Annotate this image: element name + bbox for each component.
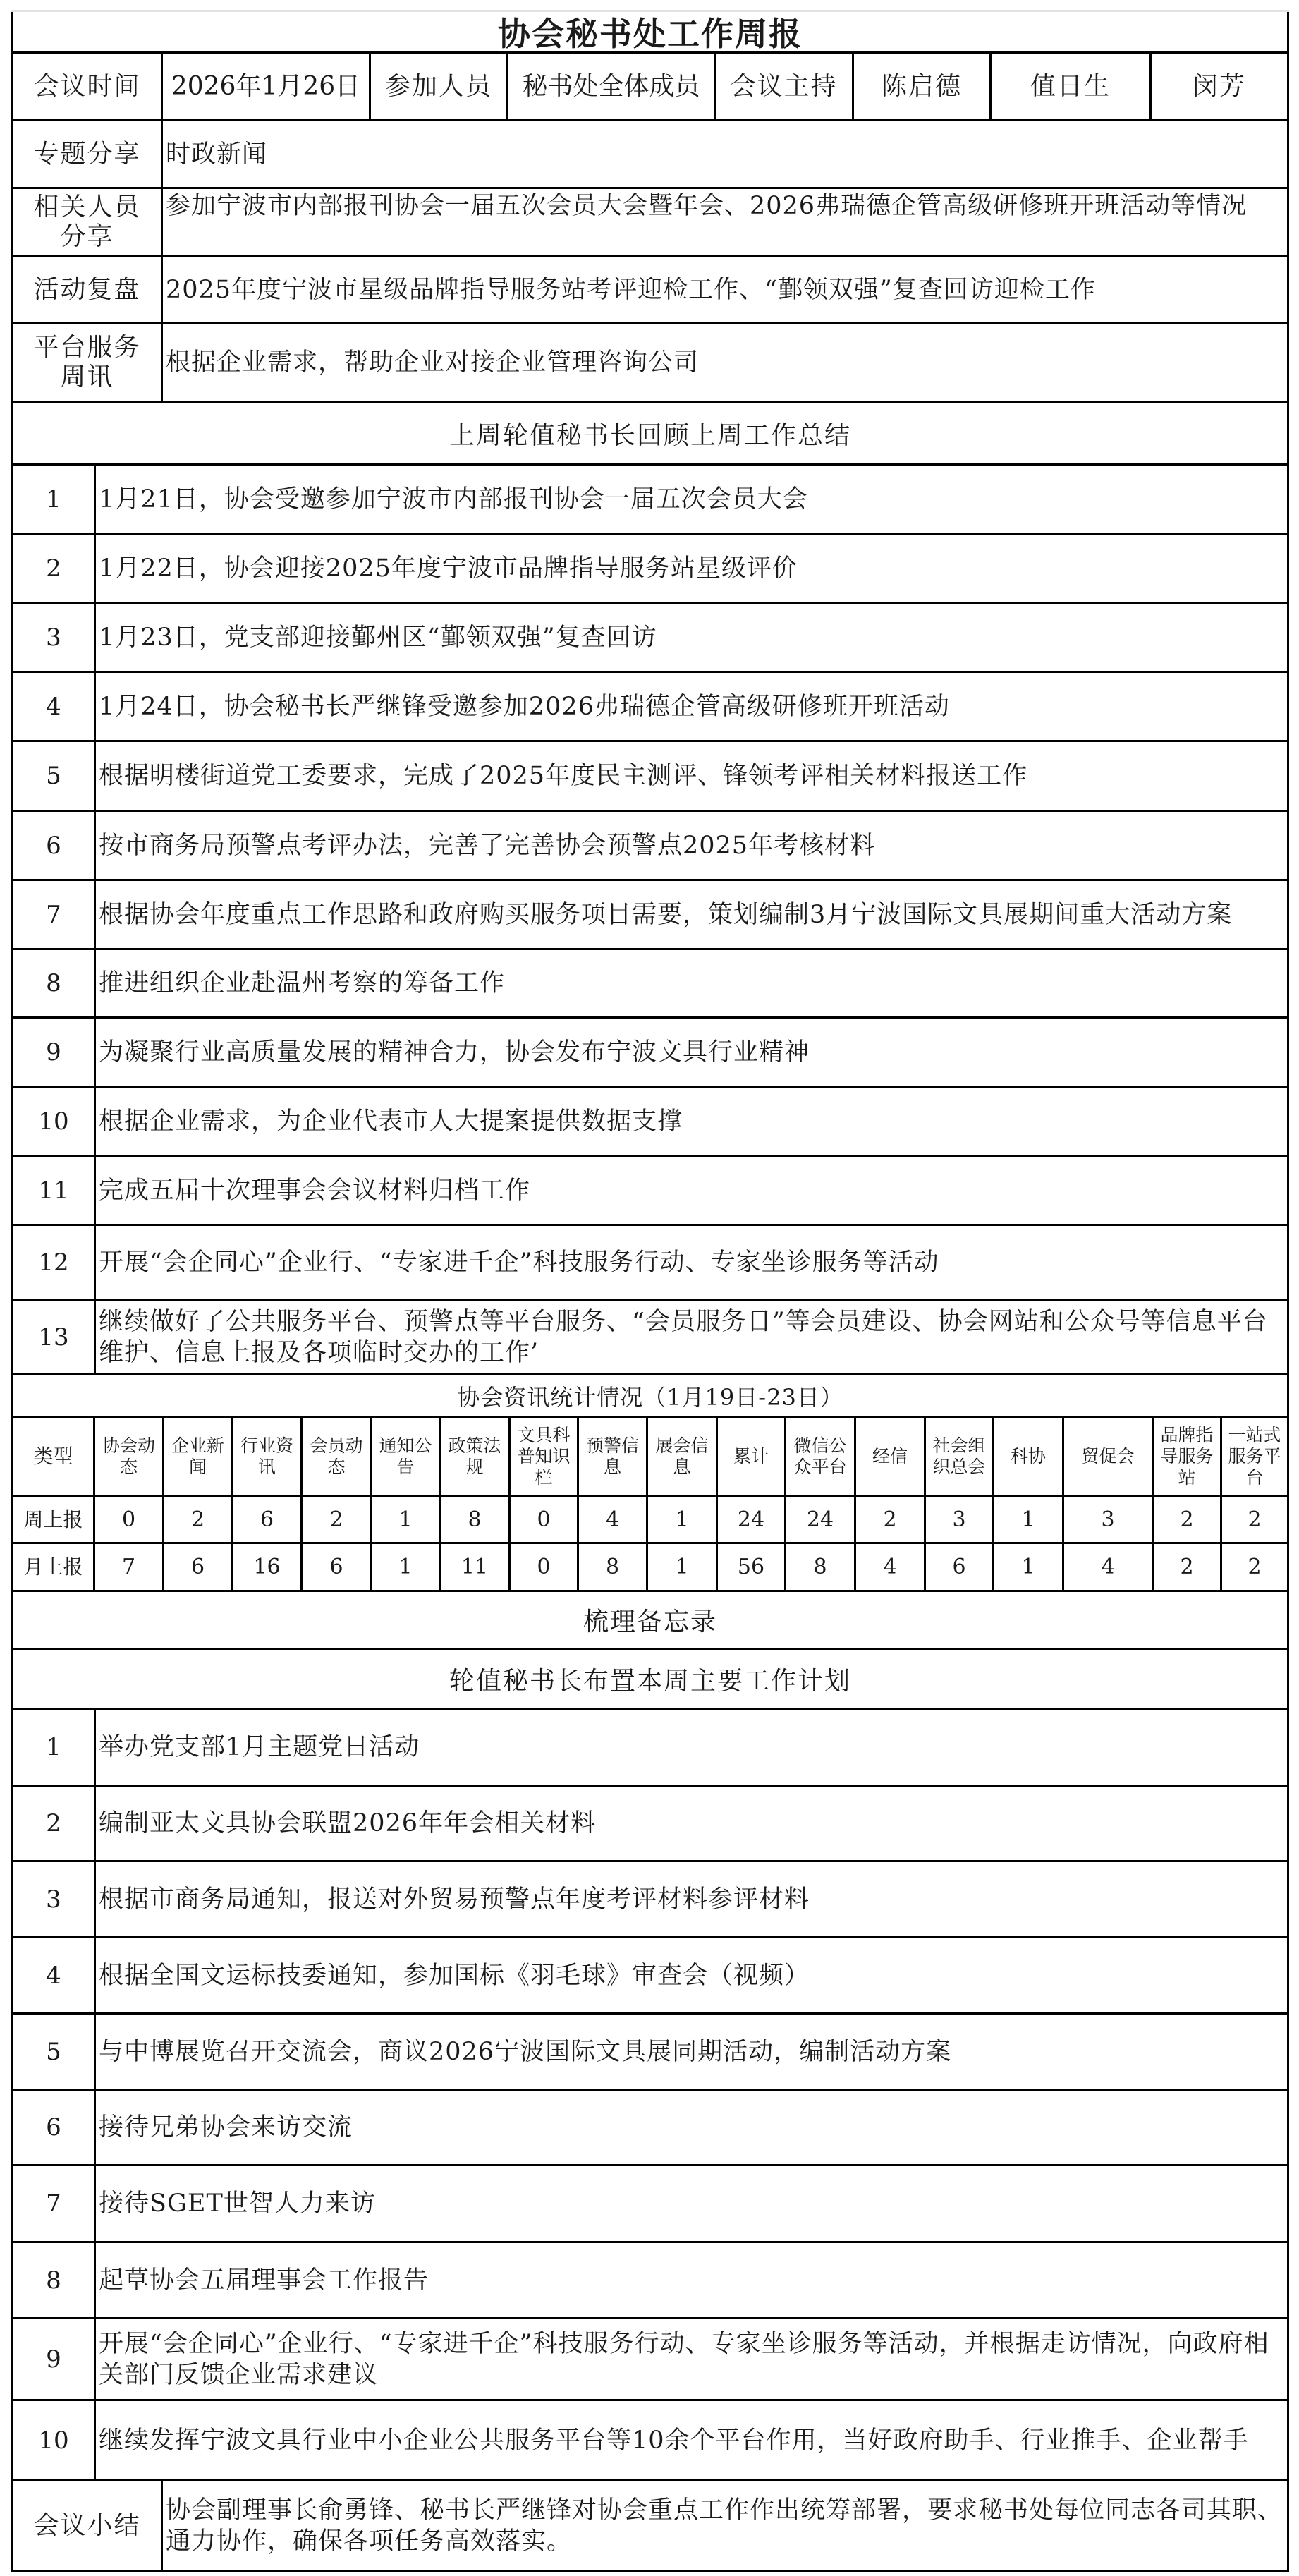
stats-value-cell bbox=[1152, 1497, 1220, 1542]
item-number-cell bbox=[13, 2401, 94, 2479]
last-week-item bbox=[11, 1301, 1289, 1375]
stats-column-header-cell bbox=[300, 1418, 370, 1495]
stats-column-header-cell bbox=[231, 1418, 300, 1495]
item-number-cell bbox=[13, 1301, 94, 1373]
info-label: 相关人员分享 bbox=[33, 192, 141, 251]
item-text-cell bbox=[94, 1862, 1287, 1936]
last-week-item bbox=[11, 466, 1289, 535]
this-week-heading-cell bbox=[13, 1650, 1287, 1708]
item-text: 开展“会企同心”企业行、“专家进千企”科技服务行动、专家坐诊服务等活动 bbox=[99, 1248, 939, 1277]
stats-value: 2 bbox=[1180, 1507, 1194, 1532]
item-number-cell bbox=[13, 950, 94, 1016]
stats-value: 1 bbox=[675, 1555, 689, 1579]
item-number-cell bbox=[13, 1862, 94, 1936]
info-label-cell bbox=[13, 257, 161, 322]
item-text: 为凝聚行业高质量发展的精神合力，协会发布宁波文具行业精神 bbox=[99, 1038, 810, 1067]
meeting-time-value: 2026年1月26日 bbox=[171, 71, 361, 101]
item-number-cell bbox=[13, 2015, 94, 2089]
stats-column-header: 品牌指导服务站 bbox=[1160, 1425, 1214, 1488]
item-text-cell bbox=[94, 2015, 1287, 2089]
attendees-value-cell bbox=[506, 54, 714, 119]
stats-value-cell bbox=[992, 1544, 1062, 1590]
stats-value: 1 bbox=[1021, 1555, 1035, 1579]
stats-value: 16 bbox=[253, 1555, 281, 1579]
item-text: 根据协会年度重点工作思路和政府购买服务项目需要，策划编制3月宁波国际文具展期间重大活动方案 bbox=[99, 900, 1233, 929]
item-text-cell bbox=[94, 604, 1287, 671]
stats-value: 0 bbox=[537, 1507, 551, 1532]
stats-value-cell bbox=[93, 1544, 162, 1590]
stats-value: 11 bbox=[461, 1555, 489, 1579]
item-number: 6 bbox=[46, 831, 61, 860]
info-label-cell bbox=[13, 324, 161, 401]
last-week-heading: 上周轮值秘书长回顾上周工作总结 bbox=[449, 420, 851, 450]
stats-value-cell bbox=[924, 1497, 992, 1542]
stats-value-cell bbox=[646, 1544, 716, 1590]
this-week-item bbox=[11, 2401, 1289, 2481]
item-text: 接待兄弟协会来访交流 bbox=[99, 2113, 353, 2141]
stats-column-header-cell bbox=[577, 1418, 646, 1495]
this-week-item bbox=[11, 1862, 1289, 1938]
item-text-cell bbox=[94, 812, 1287, 879]
summary-label-cell bbox=[13, 2481, 161, 2570]
stats-value-cell bbox=[370, 1544, 439, 1590]
stats-value: 6 bbox=[260, 1507, 274, 1532]
item-text: 起草协会五届理事会工作报告 bbox=[99, 2266, 429, 2295]
stats-value-cell bbox=[716, 1497, 784, 1542]
last-week-item bbox=[11, 812, 1289, 881]
stats-column-header: 文具科普知识栏 bbox=[517, 1425, 571, 1488]
item-text: 根据企业需求，为企业代表市人大提案提供数据支撑 bbox=[99, 1107, 683, 1136]
item-number-cell bbox=[13, 1787, 94, 1860]
item-text: 编制亚太文具协会联盟2026年年会相关材料 bbox=[99, 1809, 597, 1837]
host-value-cell bbox=[852, 54, 989, 119]
stats-type-label-cell bbox=[13, 1418, 93, 1495]
item-text: 根据全国文运标技委通知，参加国标《羽毛球》审查会（视频） bbox=[99, 1961, 810, 1990]
stats-value: 0 bbox=[121, 1507, 136, 1532]
item-text-cell bbox=[94, 881, 1287, 948]
item-number-cell bbox=[13, 673, 94, 740]
last-week-item bbox=[11, 950, 1289, 1019]
stats-row-label: 周上报 bbox=[23, 1507, 83, 1531]
stats-value-cell bbox=[439, 1497, 508, 1542]
host-label-cell bbox=[714, 54, 852, 119]
item-number-cell bbox=[13, 1019, 94, 1086]
item-text-cell bbox=[94, 2319, 1287, 2399]
last-week-item bbox=[11, 881, 1289, 950]
info-row-platform bbox=[11, 324, 1289, 403]
stats-column-header: 行业资讯 bbox=[240, 1435, 293, 1477]
stats-value-cell bbox=[93, 1497, 162, 1542]
stats-column-header-cell bbox=[924, 1418, 992, 1495]
host-label: 会议主持 bbox=[730, 71, 838, 101]
item-text-cell bbox=[94, 466, 1287, 533]
stats-value-cell bbox=[784, 1497, 854, 1542]
item-text: 推进组织企业赴温州考察的筹备工作 bbox=[99, 969, 506, 997]
item-number-cell bbox=[13, 2091, 94, 2164]
stats-value: 4 bbox=[1101, 1555, 1115, 1579]
this-week-heading-row bbox=[11, 1650, 1289, 1710]
item-number: 9 bbox=[46, 2345, 61, 2374]
stats-value: 3 bbox=[952, 1507, 966, 1532]
stats-row-label: 月上报 bbox=[23, 1555, 83, 1579]
duty-value: 闵芳 bbox=[1192, 71, 1246, 101]
stats-column-header-cell bbox=[992, 1418, 1062, 1495]
item-text: 按市商务局预警点考评办法，完善了完善协会预警点2025年考核材料 bbox=[99, 831, 876, 860]
stats-type-label: 类型 bbox=[33, 1445, 73, 1468]
item-text-cell bbox=[94, 1226, 1287, 1299]
item-number: 4 bbox=[46, 1961, 61, 1990]
stats-heading-cell bbox=[13, 1375, 1287, 1416]
info-value-cell bbox=[161, 189, 1287, 255]
this-week-heading: 轮值秘书长布置本周主要工作计划 bbox=[449, 1666, 851, 1696]
title-cell bbox=[13, 12, 1287, 51]
item-number-cell bbox=[13, 2166, 94, 2241]
stats-column-header-cell bbox=[784, 1418, 854, 1495]
item-number-cell bbox=[13, 604, 94, 671]
meeting-time-label-cell bbox=[13, 54, 161, 119]
item-number-cell bbox=[13, 1226, 94, 1299]
item-text: 继续发挥宁波文具行业中小企业公共服务平台等10余个平台作用，当好政府助手、行业推手、企业帮手 bbox=[99, 2426, 1249, 2455]
stats-column-header: 经信 bbox=[872, 1446, 908, 1466]
stats-value: 2 bbox=[329, 1507, 343, 1532]
stats-value-cell bbox=[1062, 1544, 1152, 1590]
item-number: 5 bbox=[46, 2037, 61, 2066]
stats-value-cell bbox=[162, 1497, 231, 1542]
last-week-heading-cell bbox=[13, 403, 1287, 463]
item-number: 7 bbox=[46, 2189, 61, 2218]
last-week-item bbox=[11, 742, 1289, 812]
meeting-info-row bbox=[11, 51, 1289, 121]
last-week-item bbox=[11, 1226, 1289, 1301]
stats-value: 0 bbox=[537, 1555, 551, 1579]
info-value: 根据企业需求，帮助企业对接企业管理咨询公司 bbox=[166, 348, 700, 377]
stats-column-header-cell bbox=[854, 1418, 924, 1495]
item-number-cell bbox=[13, 466, 94, 533]
item-text-cell bbox=[94, 1787, 1287, 1860]
memo-heading: 梳理备忘录 bbox=[583, 1608, 717, 1636]
stats-value-cell bbox=[854, 1544, 924, 1590]
stats-value-cell bbox=[577, 1497, 646, 1542]
stats-row-monthly bbox=[11, 1544, 1289, 1592]
summary-row bbox=[11, 2481, 1289, 2572]
item-number-cell bbox=[13, 742, 94, 810]
stats-value: 8 bbox=[605, 1555, 620, 1579]
stats-value-cell bbox=[508, 1544, 577, 1590]
stats-column-header: 预警信息 bbox=[585, 1435, 639, 1477]
item-number: 7 bbox=[46, 900, 61, 929]
item-text-cell bbox=[94, 1157, 1287, 1224]
stats-value: 2 bbox=[1248, 1555, 1262, 1579]
stats-value: 1 bbox=[1021, 1507, 1035, 1532]
stats-value: 4 bbox=[883, 1555, 897, 1579]
item-number: 12 bbox=[38, 1248, 69, 1277]
stats-value-cell bbox=[1220, 1497, 1287, 1542]
stats-column-header-cell bbox=[1152, 1418, 1220, 1495]
stats-column-header: 企业新闻 bbox=[171, 1435, 224, 1477]
stats-value-cell bbox=[231, 1497, 300, 1542]
stats-value: 1 bbox=[675, 1507, 689, 1532]
info-row-sharing bbox=[11, 189, 1289, 257]
item-number: 1 bbox=[46, 485, 61, 514]
stats-column-header: 一站式服务平台 bbox=[1228, 1425, 1281, 1488]
info-label: 活动复盘 bbox=[33, 274, 141, 304]
info-row-review bbox=[11, 257, 1289, 324]
item-number: 10 bbox=[38, 2426, 69, 2455]
stats-value-cell bbox=[1062, 1497, 1152, 1542]
stats-row-label-cell bbox=[13, 1544, 93, 1590]
stats-heading-row bbox=[11, 1375, 1289, 1418]
item-text: 完成五届十次理事会会议材料归档工作 bbox=[99, 1176, 531, 1205]
attendees-label-cell bbox=[369, 54, 506, 119]
item-number-cell bbox=[13, 1088, 94, 1155]
item-number: 6 bbox=[46, 2113, 61, 2141]
stats-value-cell bbox=[992, 1497, 1062, 1542]
stats-value-cell bbox=[1220, 1544, 1287, 1590]
stats-value: 2 bbox=[883, 1507, 897, 1532]
item-text: 与中博展览召开交流会，商议2026宁波国际文具展同期活动，编制活动方案 bbox=[99, 2037, 952, 2066]
stats-value-cell bbox=[231, 1544, 300, 1590]
stats-value-cell bbox=[784, 1544, 854, 1590]
item-number: 8 bbox=[46, 969, 61, 997]
last-week-item bbox=[11, 535, 1289, 604]
stats-value-cell bbox=[646, 1497, 716, 1542]
info-label: 平台服务周讯 bbox=[33, 333, 141, 391]
stats-value: 8 bbox=[468, 1507, 482, 1532]
item-text: 继续做好了公共服务平台、预警点等平台服务、“会员服务日”等会员建设、协会网站和公众号等信息平台维护、信息上报及各项临时交办的工作’ bbox=[99, 1307, 1268, 1367]
summary-text: 协会副理事长俞勇锋、秘书长严继锋对协会重点工作作出统筹部署，要求秘书处每位同志各司其职、通力协作，确保各项任务高效落实。 bbox=[166, 2496, 1283, 2556]
stats-row-weekly bbox=[11, 1497, 1289, 1544]
stats-column-header-cell bbox=[646, 1418, 716, 1495]
stats-column-header-cell bbox=[370, 1418, 439, 1495]
info-label: 专题分享 bbox=[33, 139, 141, 169]
item-number: 9 bbox=[46, 1038, 61, 1067]
last-week-item bbox=[11, 1019, 1289, 1088]
item-text: 1月21日，协会受邀参加宁波市内部报刊协会一届五次会员大会 bbox=[99, 485, 808, 514]
info-value-cell bbox=[161, 257, 1287, 322]
item-text-cell bbox=[94, 673, 1287, 740]
item-number-cell bbox=[13, 1710, 94, 1785]
item-text-cell bbox=[94, 1710, 1287, 1785]
item-text: 1月24日，协会秘书长严继锋受邀参加2026弗瑞德企管高级研修班开班活动 bbox=[99, 692, 950, 721]
stats-value: 6 bbox=[190, 1555, 205, 1579]
stats-value: 4 bbox=[605, 1507, 620, 1532]
stats-value-cell bbox=[1152, 1544, 1220, 1590]
stats-value-cell bbox=[370, 1497, 439, 1542]
stats-value-cell bbox=[439, 1544, 508, 1590]
stats-column-header-cell bbox=[508, 1418, 577, 1495]
item-number: 3 bbox=[46, 623, 61, 652]
item-number-cell bbox=[13, 535, 94, 602]
stats-value-cell bbox=[300, 1497, 370, 1542]
stats-column-header-cell bbox=[1220, 1418, 1287, 1495]
item-text-cell bbox=[94, 1019, 1287, 1086]
info-value: 参加宁波市内部报刊协会一届五次会员大会暨年会、2026弗瑞德企管高级研修班开班活动等情况 bbox=[166, 192, 1248, 220]
attendees-value: 秘书处全体成员 bbox=[522, 71, 700, 101]
item-number: 5 bbox=[46, 762, 61, 790]
last-week-item bbox=[11, 1088, 1289, 1157]
stats-column-header: 微信公众平台 bbox=[793, 1435, 847, 1477]
stats-column-header: 科协 bbox=[1010, 1446, 1046, 1466]
item-number: 2 bbox=[46, 554, 61, 583]
duty-value-cell bbox=[1149, 54, 1287, 119]
duty-label-cell bbox=[989, 54, 1149, 119]
title-row bbox=[11, 12, 1289, 54]
page-title: 协会秘书处工作周报 bbox=[498, 15, 803, 51]
stats-column-header: 政策法规 bbox=[448, 1435, 501, 1477]
stats-value-cell bbox=[854, 1497, 924, 1542]
item-number: 10 bbox=[38, 1107, 69, 1136]
stats-column-header: 贸促会 bbox=[1081, 1446, 1135, 1466]
stats-heading: 协会资讯统计情况（1月19日-23日） bbox=[457, 1383, 843, 1411]
item-text-cell bbox=[94, 950, 1287, 1016]
attendees-label: 参加人员 bbox=[384, 71, 492, 101]
item-text: 1月22日，协会迎接2025年度宁波市品牌指导服务站星级评价 bbox=[99, 554, 798, 583]
info-row-topic bbox=[11, 121, 1289, 189]
info-value: 2025年度宁波市星级品牌指导服务站考评迎检工作、“鄞领双强”复查回访迎检工作 bbox=[166, 275, 1096, 304]
last-week-heading-row bbox=[11, 403, 1289, 466]
stats-value: 2 bbox=[190, 1507, 205, 1532]
stats-value: 56 bbox=[737, 1555, 765, 1579]
item-text-cell bbox=[94, 2091, 1287, 2164]
item-text: 1月23日，党支部迎接鄞州区“鄞领双强”复查回访 bbox=[99, 623, 657, 652]
item-text: 开展“会企同心”企业行、“专家进千企”科技服务行动、专家坐诊服务等活动，并根据走访情况，向政府相关部门反馈企业需求建议 bbox=[99, 2329, 1269, 2389]
duty-label: 值日生 bbox=[1030, 71, 1111, 101]
stats-value: 24 bbox=[806, 1507, 834, 1532]
this-week-item bbox=[11, 1710, 1289, 1787]
item-text-cell bbox=[94, 2401, 1287, 2479]
item-text-cell bbox=[94, 1301, 1287, 1373]
item-number-cell bbox=[13, 812, 94, 879]
meeting-time-value-cell bbox=[161, 54, 369, 119]
item-text-cell bbox=[94, 535, 1287, 602]
stats-column-header: 社会组织总会 bbox=[932, 1435, 986, 1477]
stats-value: 3 bbox=[1101, 1507, 1115, 1532]
item-number: 4 bbox=[46, 692, 61, 721]
stats-column-header: 协会动态 bbox=[102, 1435, 155, 1477]
item-text-cell bbox=[94, 742, 1287, 810]
item-text: 举办党支部1月主题党日活动 bbox=[99, 1733, 420, 1761]
item-number: 1 bbox=[46, 1733, 61, 1761]
stats-value-cell bbox=[577, 1544, 646, 1590]
stats-header-row bbox=[11, 1418, 1289, 1497]
stats-value-cell bbox=[508, 1497, 577, 1542]
this-week-item bbox=[11, 2319, 1289, 2401]
item-number-cell bbox=[13, 1938, 94, 2012]
stats-value: 6 bbox=[952, 1555, 966, 1579]
this-week-item bbox=[11, 2243, 1289, 2319]
stats-value-cell bbox=[300, 1544, 370, 1590]
item-number-cell bbox=[13, 2319, 94, 2399]
memo-heading-row bbox=[11, 1592, 1289, 1650]
item-number-cell bbox=[13, 881, 94, 948]
stats-value: 2 bbox=[1248, 1507, 1262, 1532]
stats-column-header-cell bbox=[716, 1418, 784, 1495]
info-value-cell bbox=[161, 324, 1287, 401]
info-value-cell bbox=[161, 121, 1287, 187]
stats-row-label-cell bbox=[13, 1497, 93, 1542]
item-text-cell bbox=[94, 2243, 1287, 2317]
this-week-item bbox=[11, 2015, 1289, 2091]
item-text: 接待SGET世智人力来访 bbox=[99, 2189, 376, 2218]
item-number: 8 bbox=[46, 2266, 61, 2295]
host-value: 陈启德 bbox=[881, 71, 962, 101]
this-week-item bbox=[11, 2091, 1289, 2166]
stats-value: 24 bbox=[737, 1507, 765, 1532]
memo-heading-cell bbox=[13, 1592, 1287, 1648]
item-text-cell bbox=[94, 2166, 1287, 2241]
stats-value: 1 bbox=[398, 1507, 413, 1532]
stats-value: 7 bbox=[121, 1555, 136, 1579]
stats-column-header-cell bbox=[93, 1418, 162, 1495]
item-text-cell bbox=[94, 1938, 1287, 2012]
info-label-cell bbox=[13, 189, 161, 255]
meeting-time-label: 会议时间 bbox=[33, 71, 141, 101]
stats-value: 2 bbox=[1180, 1555, 1194, 1579]
info-value: 时政新闻 bbox=[166, 140, 268, 169]
item-text: 根据市商务局通知，报送对外贸易预警点年度考评材料参评材料 bbox=[99, 1885, 810, 1914]
item-number: 3 bbox=[46, 1885, 61, 1914]
this-week-item bbox=[11, 2166, 1289, 2243]
stats-value: 1 bbox=[398, 1555, 413, 1579]
this-week-item bbox=[11, 1787, 1289, 1862]
stats-column-header: 会员动态 bbox=[310, 1435, 363, 1477]
summary-label: 会议小结 bbox=[33, 2510, 141, 2540]
stats-column-header-cell bbox=[162, 1418, 231, 1495]
stats-value-cell bbox=[924, 1544, 992, 1590]
item-number: 2 bbox=[46, 1809, 61, 1837]
summary-text-cell bbox=[161, 2481, 1287, 2570]
item-text: 根据明楼街道党工委要求，完成了2025年度民主测评、锋领考评相关材料报送工作 bbox=[99, 762, 1028, 790]
stats-column-header-cell bbox=[439, 1418, 508, 1495]
stats-column-header-cell bbox=[1062, 1418, 1152, 1495]
last-week-item bbox=[11, 1157, 1289, 1226]
last-week-item bbox=[11, 673, 1289, 742]
stats-value: 8 bbox=[813, 1555, 827, 1579]
item-number-cell bbox=[13, 1157, 94, 1224]
stats-value-cell bbox=[162, 1544, 231, 1590]
stats-column-header: 展会信息 bbox=[655, 1435, 709, 1477]
item-number: 11 bbox=[38, 1176, 69, 1205]
item-number-cell bbox=[13, 2243, 94, 2317]
stats-value: 6 bbox=[329, 1555, 343, 1579]
this-week-item bbox=[11, 1938, 1289, 2015]
stats-value-cell bbox=[716, 1544, 784, 1590]
item-number: 13 bbox=[38, 1323, 69, 1351]
last-week-item bbox=[11, 604, 1289, 673]
stats-column-header: 累计 bbox=[733, 1446, 769, 1466]
info-label-cell bbox=[13, 121, 161, 187]
stats-column-header: 通知公告 bbox=[379, 1435, 432, 1477]
item-text-cell bbox=[94, 1088, 1287, 1155]
